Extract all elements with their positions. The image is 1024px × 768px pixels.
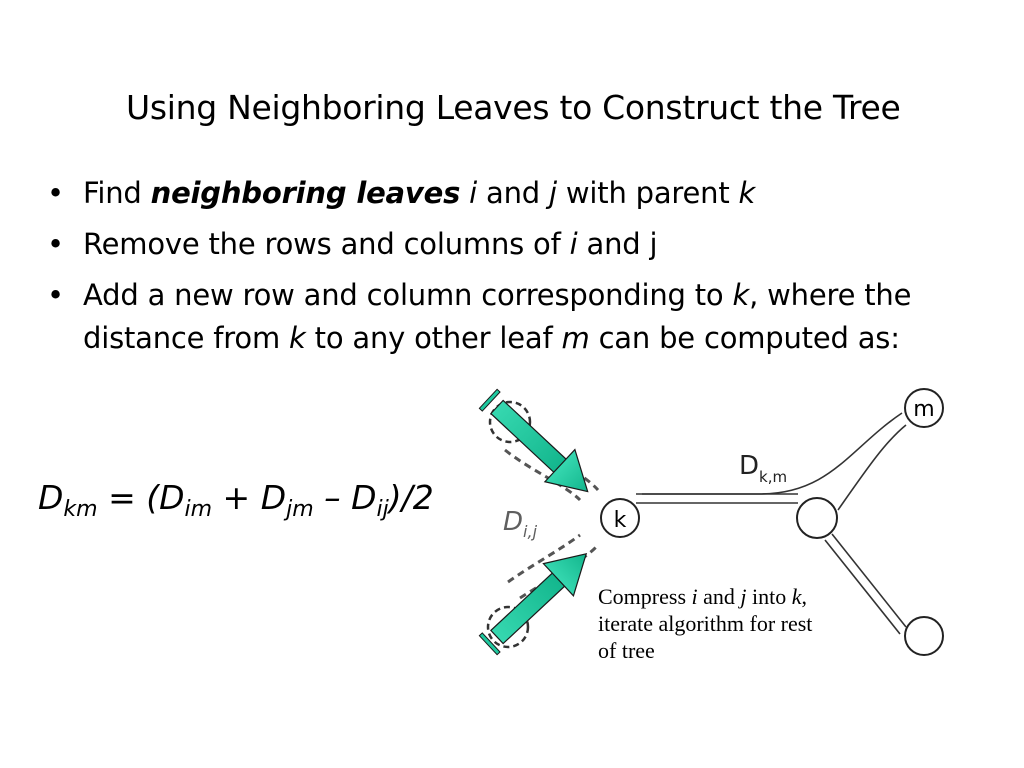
bullet-italic: j [549,176,557,210]
bullet-italic: k [738,176,756,210]
bullet-italic: i [569,227,578,261]
arrow-i-shaft [491,400,569,475]
arrow-j-to-k [473,538,601,662]
node-k-label: k [613,508,627,533]
bullet-italic: k [732,278,750,312]
formula-text: – D [313,478,377,517]
bullet-italic: i [469,176,478,210]
edge-distance-label [739,451,787,486]
caption-text: and [697,584,741,609]
bullet-text: and [477,176,550,210]
formula-subscript: jm [286,497,314,522]
lower-leaf-circle [905,617,943,655]
caption-text: Compress [598,584,692,609]
slide-title: Using Neighboring Leaves to Construct the Tree [126,88,901,127]
caption-italic: j [740,584,747,609]
bullet-text: Add a new row and column corresponding to [83,278,733,312]
arrow-j-shaft [491,570,568,643]
merge-distance-label [503,507,538,541]
bullet-text: , where the distance from [83,278,912,355]
caption-italic: k [791,584,802,609]
caption-text: , [801,584,808,609]
edge-distance-sub: k,m [759,468,788,486]
caption-line-1 [598,583,888,610]
merge-distance-main: D [503,507,524,537]
caption-line-3: of tree [598,638,655,663]
formula-text: + D [212,478,287,517]
caption-text: into [746,584,792,609]
diagram-caption [598,583,888,664]
bullet-text: can be computed as: [589,321,900,355]
bullet-italic: k [289,321,306,355]
caption-line-2: iterate algorithm for rest [598,611,813,636]
formula-text: = (D [97,478,185,517]
node-m-label: m [913,397,935,422]
edge-distance-main: D [739,451,760,481]
bullet-text: to any other leaf [305,321,562,355]
formula-subscript: im [184,497,213,522]
bullet-text: and j [577,227,658,261]
bullet-text: Remove the rows and columns of [83,227,570,261]
formula-subscript: km [63,497,98,522]
caption-italic: i [691,584,698,609]
bullet-italic: m [561,321,590,355]
bullet-text: with parent [556,176,739,210]
arrow-i-to-k [473,383,602,508]
formula-text: )/2 [388,478,434,517]
bullet-text: Find [83,176,151,210]
bullet-emphasis: neighboring leaves [150,176,461,210]
internal-node-circle [797,498,837,538]
formula-subscript: ij [376,497,389,522]
formula-text: D [38,478,64,517]
merge-distance-sub: i,j [523,522,538,541]
